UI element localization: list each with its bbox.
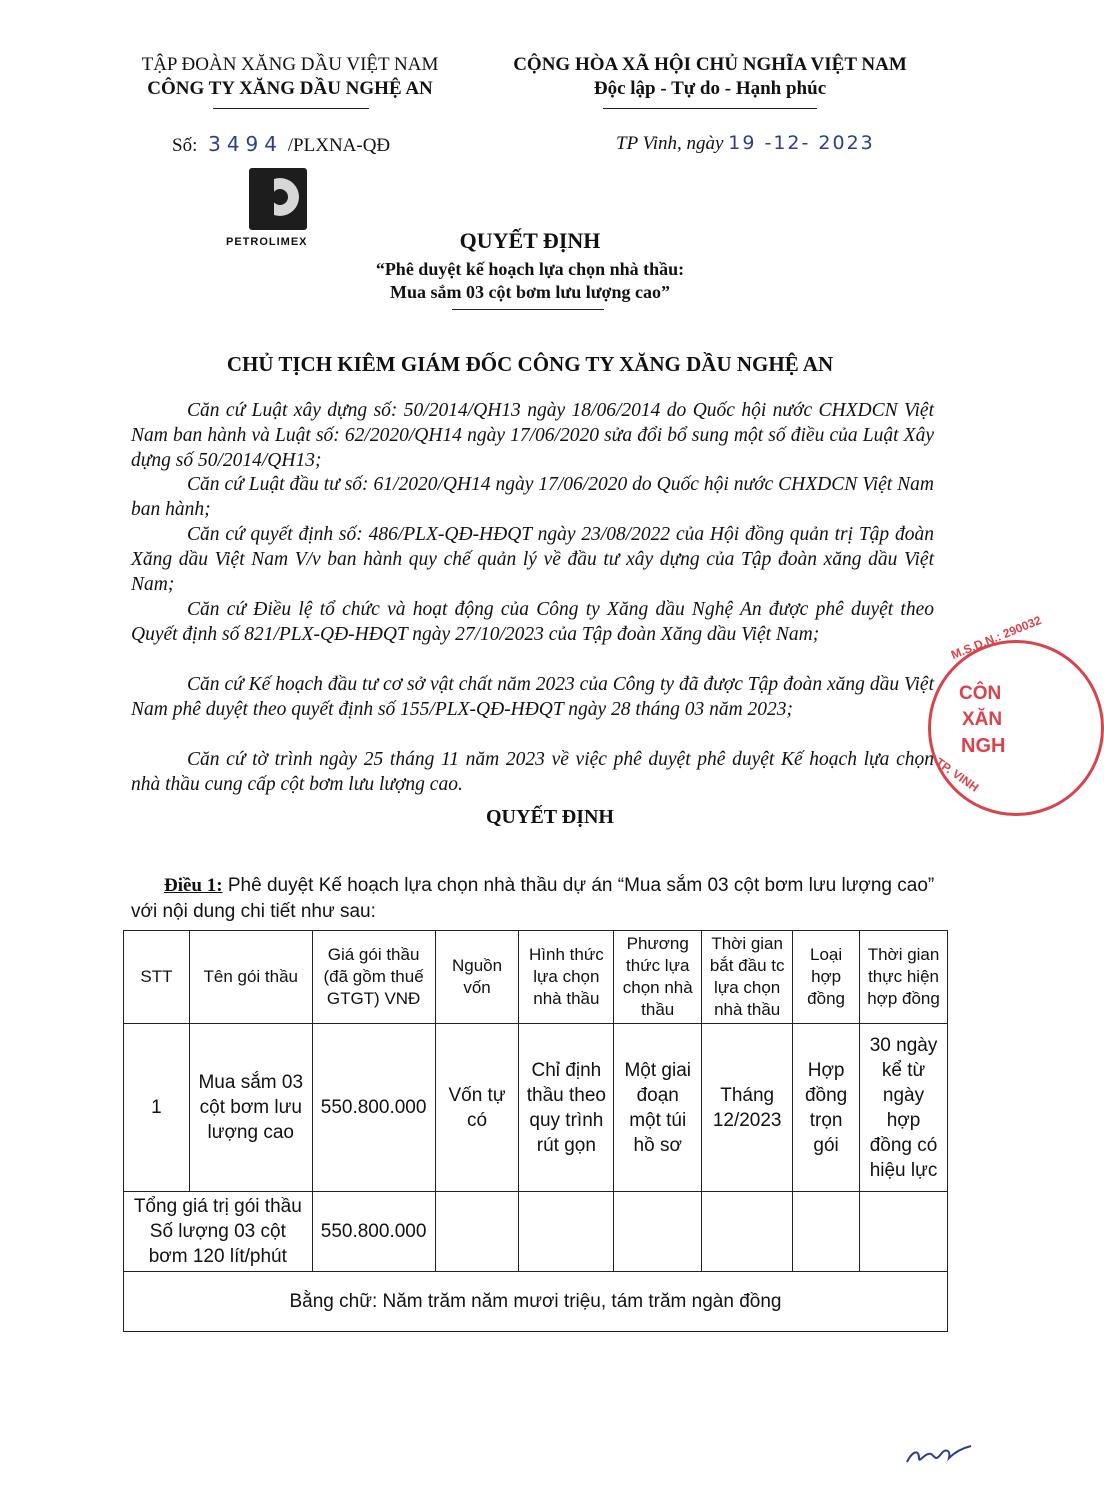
cell-empty — [860, 1192, 948, 1272]
article-1-text: Phê duyệt Kế hoạch lựa chọn nhà thầu dự án “Mua sắm 03 cột bơm lưu lượng cao” với nội dung chi tiết như sau: — [131, 875, 935, 922]
table-words-row — [124, 1272, 948, 1332]
basis-5-text: Căn cứ Kế hoạch đầu tư cơ sở vật chất năm 2023 của Công ty đã được Tập đoàn xăng dầu Việt Nam phê duyệt theo quyết định số 155/PLX-QĐ-HĐQT ngày 28 tháng 03 năm 2023; — [131, 674, 934, 720]
cell-empty — [519, 1192, 614, 1272]
table-header-row — [124, 931, 948, 1024]
header-package-price: Giá gói thầu (đã gồm thuế GTGT) VNĐ — [312, 931, 435, 1024]
org-line2: CÔNG TY XĂNG DẦU NGHỆ AN — [147, 78, 433, 99]
header-funding: Nguồn vốn — [435, 931, 519, 1024]
header-right — [460, 53, 960, 101]
basis-3-text: Căn cứ quyết định số: 486/PLX-QĐ-HĐQT ngày 23/08/2022 của Hội đồng quản trị Tập đoàn Xăng dầu Việt Nam V/v ban hành quy chế quản lý về đầu tư xây dựng của Tập đoàn xăng dầu Việt Nam; — [131, 524, 934, 595]
basis-1-text: Căn cứ Luật xây dựng số: 50/2014/QH13 ngày 18/06/2014 do Quốc hội nước CHXDCN Việt Nam ban hành và Luật số: 62/2020/QH14 ngày 17/06/2020 sửa đổi bổ sung một số điều của Luật Xây dựng số 50/2014/QH13; — [131, 400, 934, 471]
cell-stt: 1 — [124, 1024, 190, 1192]
cell-start-time: Tháng 12/2023 — [702, 1024, 793, 1192]
title-sub — [300, 258, 760, 304]
place-date — [616, 132, 875, 155]
basis-6-text: Căn cứ tờ trình ngày 25 tháng 11 năm 2023 về việc phê duyệt phê duyệt Kế hoạch lựa chọn nhà thầu cung cấp cột bơm lưu lượng cao. — [131, 749, 934, 795]
stamp-line2: XĂN — [962, 709, 1003, 730]
doc-no-value: 3494 — [208, 132, 284, 156]
doc-number — [172, 132, 390, 157]
cell-package-name: Mua sắm 03 cột bơm lưu lượng cao — [189, 1024, 312, 1192]
petrolimex-logo-icon — [249, 168, 307, 230]
basis-1 — [131, 398, 934, 473]
cell-selection-form: Chỉ định thầu theo quy trình rút gọn — [519, 1024, 614, 1192]
header-selection-form: Hình thức lựa chọn nhà thầu — [519, 931, 614, 1024]
doc-no-suffix: /PLXNA-QĐ — [287, 135, 391, 156]
decision-heading: QUYẾT ĐỊNH — [486, 806, 614, 828]
cell-funding: Vốn tự có — [435, 1024, 519, 1192]
header-package-name: Tên gói thầu — [189, 931, 312, 1024]
basis-3 — [131, 522, 934, 597]
cell-empty — [702, 1192, 793, 1272]
header-contract-type: Loại hợp đồng — [793, 931, 860, 1024]
title-main: QUYẾT ĐỊNH — [459, 228, 601, 253]
place-date-label: TP Vinh, ngày — [616, 133, 724, 154]
title-underline — [452, 309, 604, 310]
basis-2-text: Căn cứ Luật đầu tư số: 61/2020/QH14 ngày 17/06/2020 do Quốc hội nước CHXDCN Việt Nam ban hành; — [131, 474, 934, 520]
basis-5 — [131, 672, 934, 722]
header-contract-duration: Thời gian thực hiện hợp đồng — [860, 931, 948, 1024]
basis-4 — [131, 597, 934, 647]
title-sub1: “Phê duyệt kế hoạch lựa chọn nhà thầu: — [375, 259, 685, 279]
cell-empty — [614, 1192, 702, 1272]
header-stt: STT — [124, 931, 190, 1024]
authority-heading: CHỦ TỊCH KIÊM GIÁM ĐỐC CÔNG TY XĂNG DẦU NGHỆ AN — [226, 352, 834, 376]
table-row — [124, 1024, 948, 1192]
cell-empty — [435, 1192, 519, 1272]
cell-contract-duration: 30 ngày kể từ ngày hợp đồng có hiệu lực — [860, 1024, 948, 1192]
title-sub2: Mua sắm 03 cột bơm lưu lượng cao” — [389, 282, 671, 302]
header-selection-method: Phương thức lựa chọn nhà thầu — [614, 931, 702, 1024]
basis-4-text: Căn cứ Điều lệ tổ chức và hoạt động của Công ty Xăng dầu Nghệ An được phê duyệt theo Quyết định số 821/PLX-QĐ-HĐQT ngày 27/10/2023 của Tập đoàn Xăng dầu Việt Nam; — [131, 599, 934, 645]
signature-initials-icon — [905, 1440, 975, 1475]
cell-package-price: 550.800.000 — [312, 1024, 435, 1192]
article-1-label: Điều 1: — [164, 875, 223, 896]
org-line1: TẬP ĐOÀN XĂNG DẦU VIỆT NAM — [141, 54, 439, 75]
nation-line1: CỘNG HÒA XÃ HỘI CHỦ NGHĨA VIỆT NAM — [513, 54, 907, 75]
cell-total-value: 550.800.000 — [312, 1192, 435, 1272]
org-underline — [213, 108, 369, 109]
cell-contract-type: Hợp đồng trọn gói — [793, 1024, 860, 1192]
stamp-line1: CÔN — [959, 683, 1002, 704]
company-stamp — [928, 613, 1104, 816]
bid-plan-table — [123, 930, 948, 1332]
stamp-line3: NGH — [961, 735, 1006, 757]
cell-total-label: Tổng giá trị gói thầu Số lượng 03 cột bơm 120 lít/phút — [124, 1192, 313, 1272]
header-start-time: Thời gian bắt đầu tc lựa chọn nhà thầu — [702, 931, 793, 1024]
stamp-city: TP. VINH — [932, 755, 982, 795]
date-value: 19 -12- 2023 — [728, 132, 875, 154]
basis-6 — [131, 747, 934, 797]
article-1 — [131, 873, 941, 925]
cell-empty — [793, 1192, 860, 1272]
doc-no-label: Số: — [172, 135, 198, 156]
table-total-row — [124, 1192, 948, 1272]
nation-underline — [603, 108, 817, 109]
cell-selection-method: Một giai đoạn một túi hồ sơ — [614, 1024, 702, 1192]
logo-text: PETROLIMEX — [226, 236, 308, 248]
stamp-code: M.S.D.N.: 290032 — [949, 613, 1044, 662]
cell-amount-in-words: Bằng chữ: Năm trăm năm mươi triệu, tám trăm ngàn đồng — [124, 1272, 948, 1332]
basis-2 — [131, 472, 934, 522]
nation-line2: Độc lập - Tự do - Hạnh phúc — [593, 78, 827, 99]
header-left — [100, 53, 480, 101]
